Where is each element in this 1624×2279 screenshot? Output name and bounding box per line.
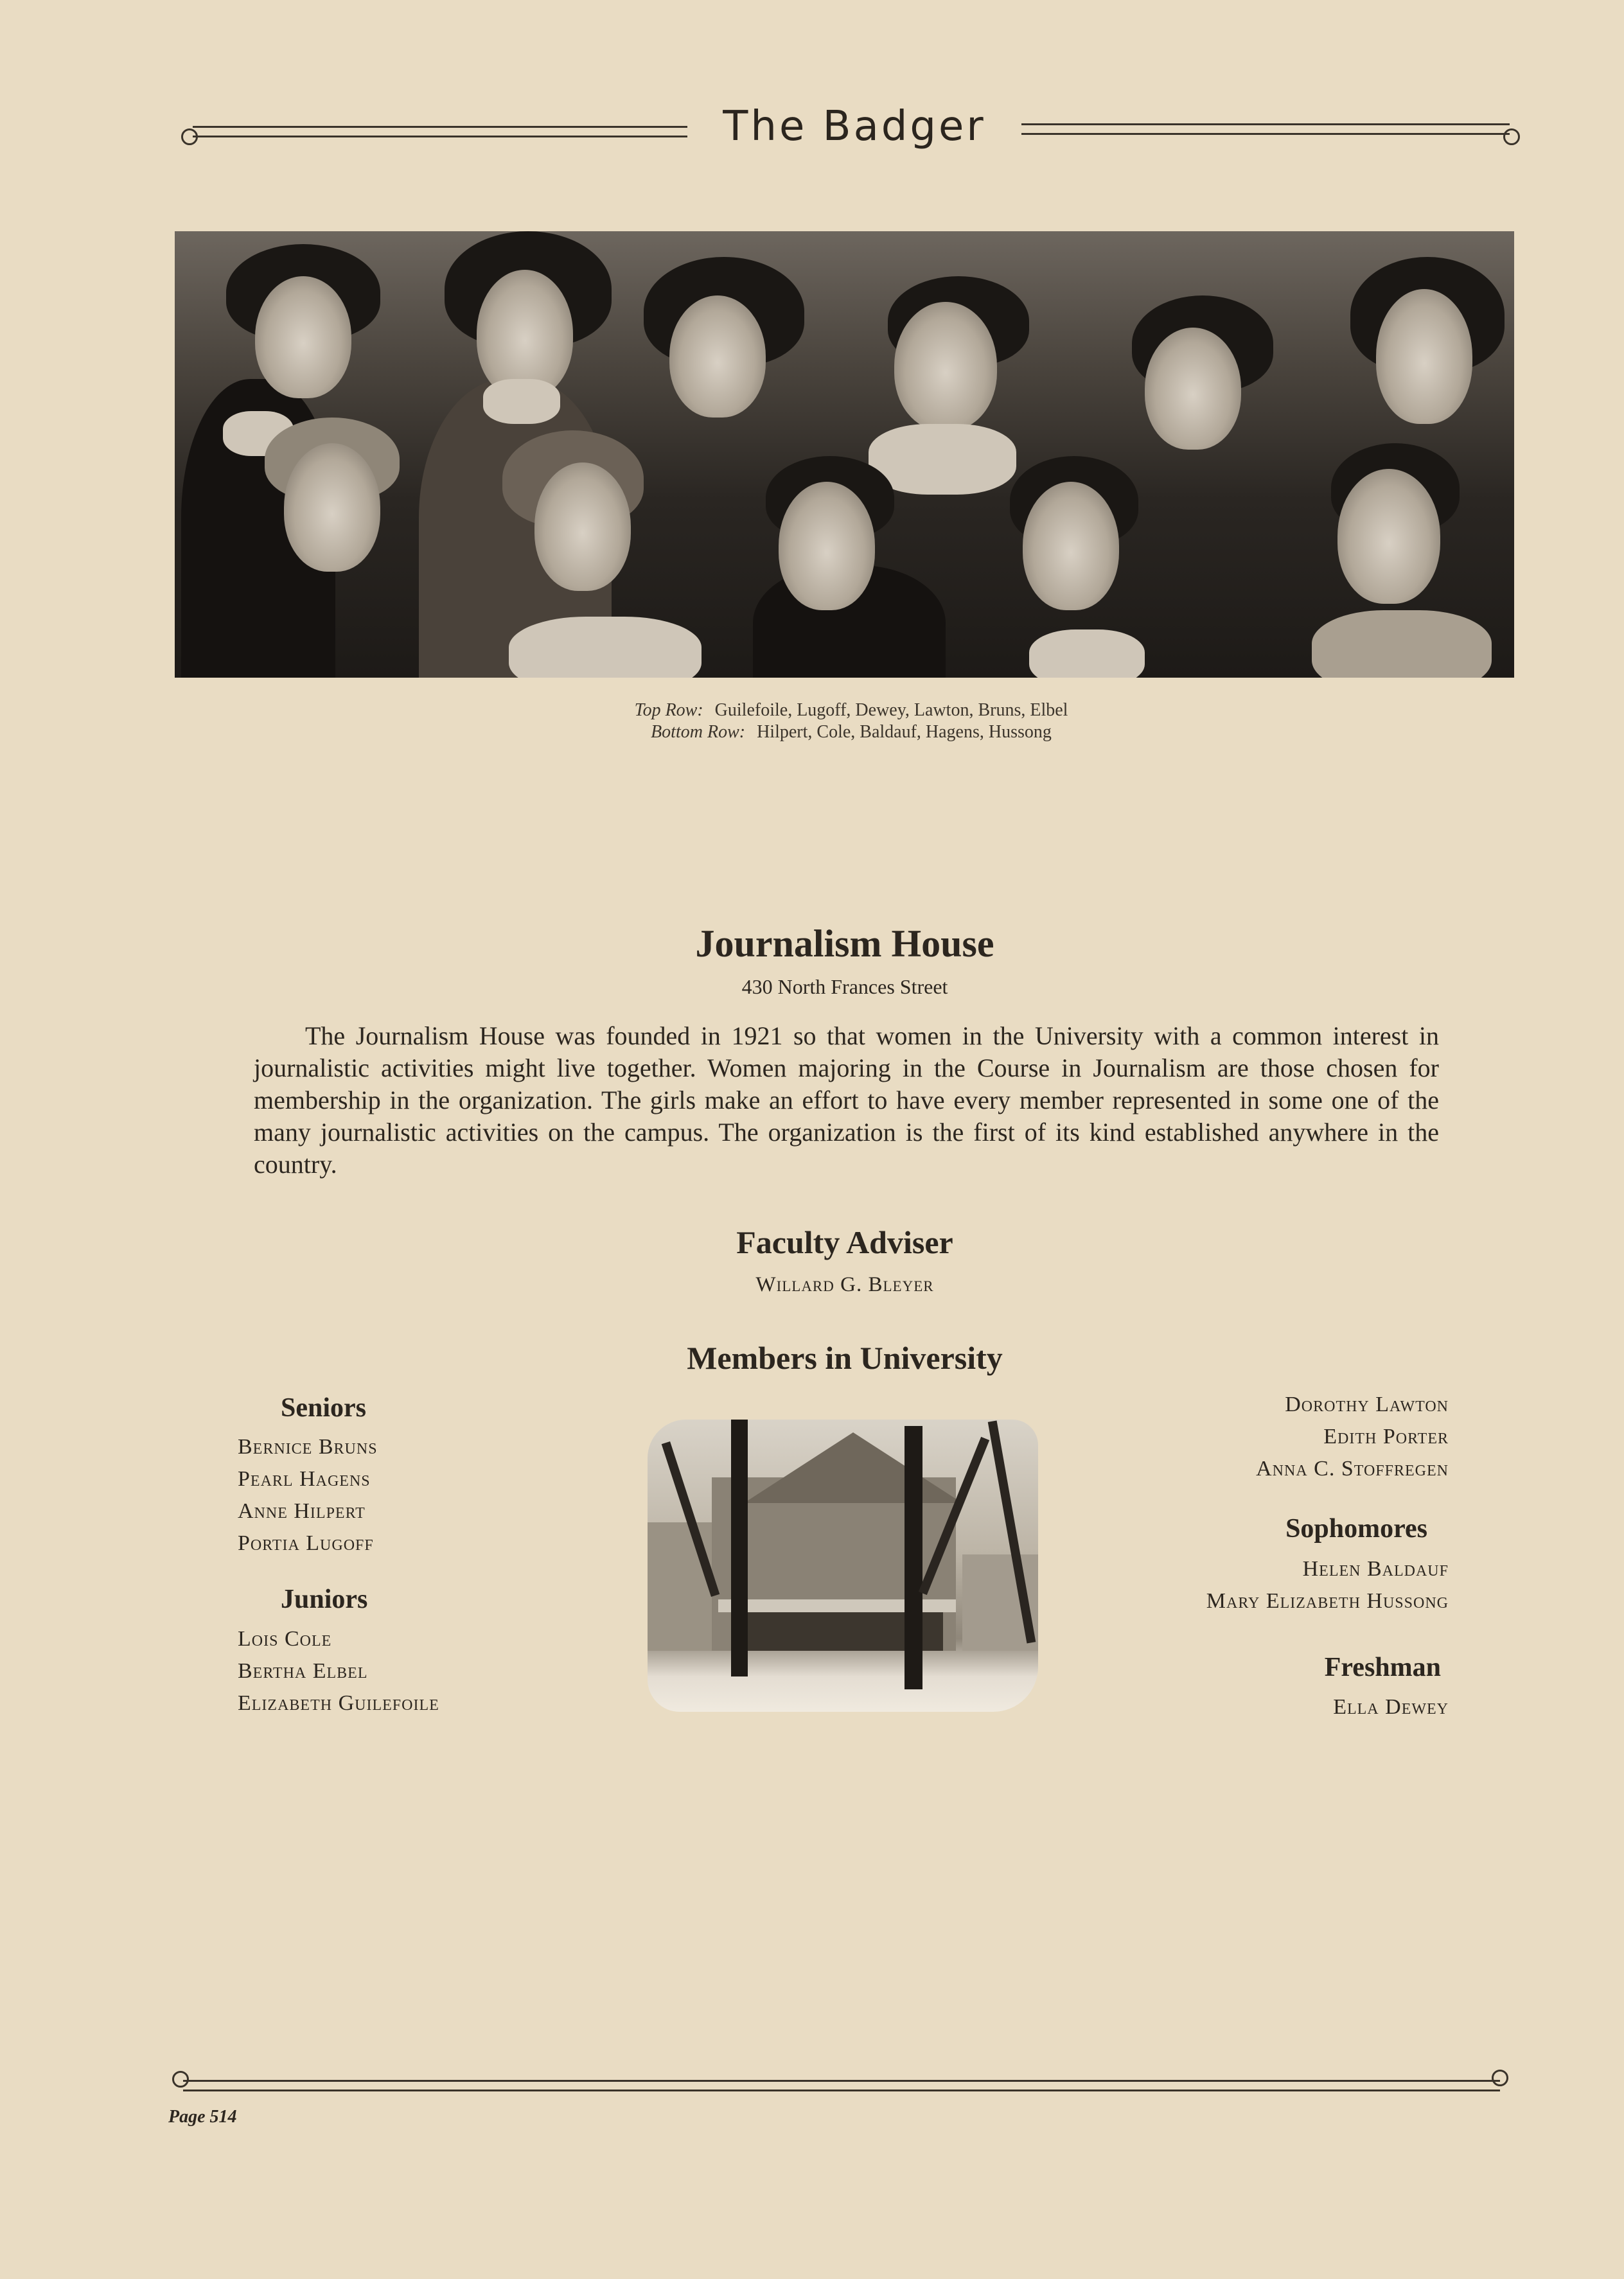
list-item: Anne Hilpert — [238, 1499, 366, 1523]
list-item: Pearl Hagens — [238, 1467, 371, 1491]
group-photograph — [175, 231, 1514, 678]
photo-caption-top-row — [450, 700, 1253, 721]
list-item: Elizabeth Guilefoile — [238, 1691, 439, 1715]
caption-bottom-names: Hilpert, Cole, Baldauf, Hagens, Hussong — [757, 722, 1052, 742]
list-item: Bernice Bruns — [238, 1435, 378, 1459]
footer-right-curl-icon — [1492, 2070, 1508, 2086]
page-number: Page 514 — [168, 2107, 237, 2127]
caption-bottom-label: Bottom Row: — [651, 722, 746, 742]
header-right-curl-icon — [1503, 128, 1520, 145]
list-item: Edith Porter — [1323, 1425, 1449, 1448]
seniors-list — [238, 1431, 378, 1560]
sophomores-list — [1092, 1553, 1449, 1617]
section-address: 430 North Frances Street — [741, 975, 948, 998]
list-item: Helen Baldauf — [1302, 1557, 1449, 1581]
juniors-list — [238, 1623, 439, 1720]
adviser-heading: Faculty Adviser — [736, 1224, 953, 1260]
caption-top-names: Guilefoile, Lugoff, Dewey, Lawton, Bruns, Elbel — [714, 700, 1068, 720]
adviser-name: Willard G. Bleyer — [755, 1273, 934, 1296]
members-heading: Members in University — [687, 1340, 1003, 1376]
sophomores-heading: Sophomores — [1285, 1514, 1427, 1544]
footer-line — [183, 2080, 1500, 2091]
section-title: Journalism House — [695, 922, 994, 965]
seniors-heading: Seniors — [281, 1393, 367, 1423]
freshman-list — [1156, 1691, 1449, 1723]
header-left-line — [193, 126, 687, 137]
list-item: Mary Elizabeth Hussong — [1206, 1589, 1449, 1613]
list-item: Portia Lugoff — [238, 1531, 374, 1555]
list-item: Bertha Elbel — [238, 1659, 368, 1683]
page-header-title: The Badger — [723, 103, 986, 150]
list-item: Dorothy Lawton — [1285, 1393, 1449, 1416]
caption-top-label: Top Row: — [634, 700, 703, 720]
section-description: The Journalism House was founded in 1921 so that women in the University with a common interest in journalistic activities might live together. Women majoring in the Course in Journalism are those chosen for membership in the organization. The girls make an effort to have every member represented in some one of the many journalistic activities on the campus. The organization is the first of its kind established anywhere in the country. — [254, 1021, 1439, 1179]
house-photograph — [648, 1420, 1038, 1712]
seniors-continued-list — [1156, 1389, 1449, 1485]
list-item: Lois Cole — [238, 1627, 332, 1651]
list-item: Ella Dewey — [1333, 1695, 1449, 1719]
freshman-heading: Freshman — [1324, 1653, 1441, 1682]
header-right-line — [1021, 123, 1510, 135]
photo-caption-bottom-row — [450, 722, 1253, 743]
list-item: Anna C. Stoffregen — [1256, 1457, 1449, 1481]
juniors-heading: Juniors — [281, 1585, 368, 1614]
